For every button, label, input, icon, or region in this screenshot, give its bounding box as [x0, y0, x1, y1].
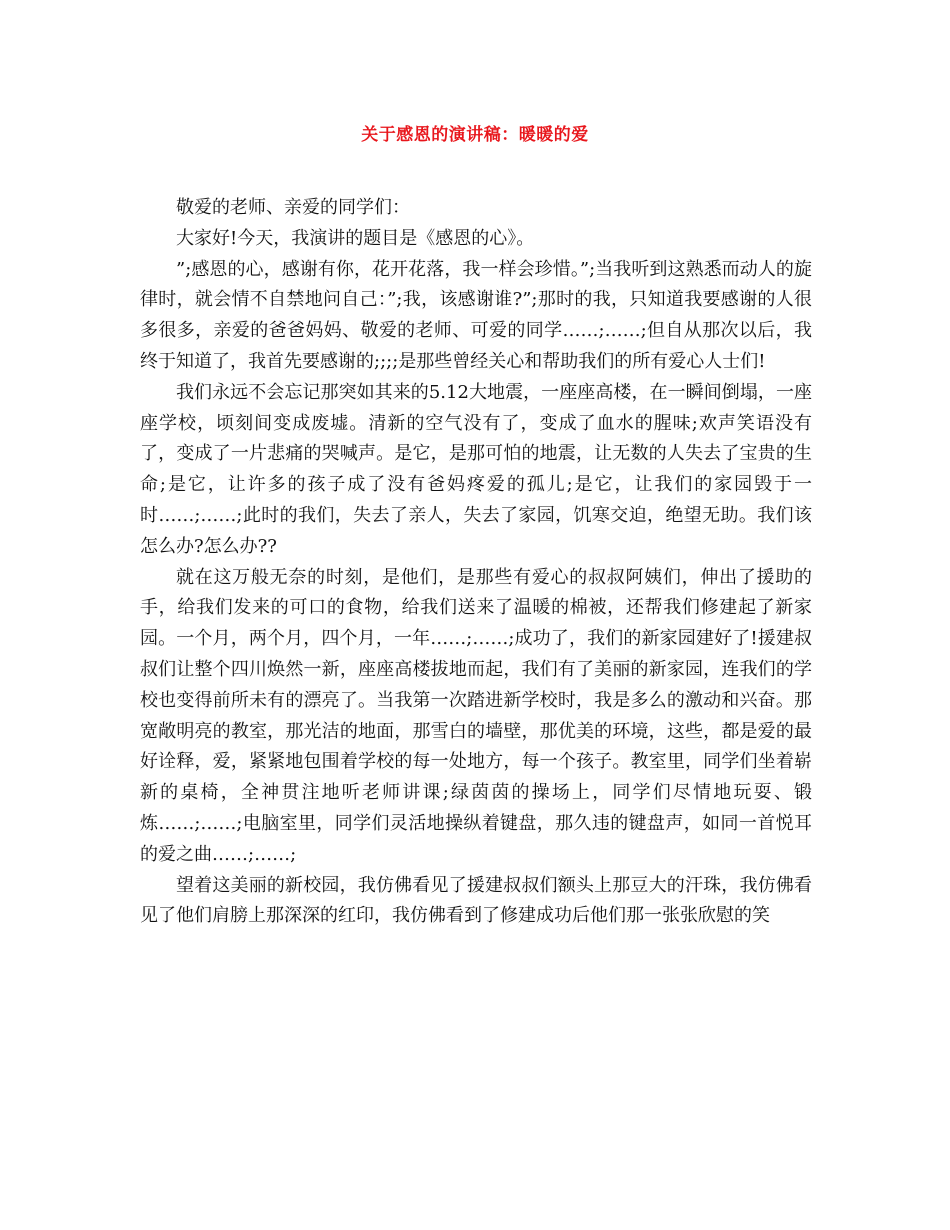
paragraph-gratitude: ”;感恩的心，感谢有你，花开花落，我一样会珍惜。”;当我听到这熟悉而动人的旋律时，就会情不自禁地问自己：”;我，该感谢谁?”;那时的我，只知道我要感谢的人很多很多，亲爱的爸爸妈妈、敬爱的老师、可爱的同学……;……;但自从那次以后，我终于知道了，我首先要感谢的;;;;是那些曾经关心和帮助我们的所有爱心人士们! [140, 258, 812, 372]
paragraph-rebuilding: 就在这万般无奈的时刻，是他们，是那些有爱心的叔叔阿姨们，伸出了援助的手，给我们发来的可口的食物，给我们送来了温暖的棉被，还帮我们修建起了新家园。一个月，两个月，四个月，一年……;……;成功了，我们的新家园建好了!援建叔叔们让整个四川焕然一新，座座高楼拔地而起，我们有了美丽的新家园，连我们的学校也变得前所未有的漂亮了。当我第一次踏进新学校时，我是多么的激动和兴奋。那宽敞明亮的教室，那光洁的地面，那雪白的墙壁，那优美的环境，这些，都是爱的最好诠释，爱，紧紧地包围着学校的每一处地方，每一个孩子。教室里，同学们坐着崭新的桌椅，全神贯注地听老师讲课;绿茵茵的操场上，同学们尽情地玩耍、锻炼……;……;电脑室里，同学们灵活地操纵着键盘，那久违的键盘声，如同一首悦耳的爱之曲……;……; [140, 566, 812, 865]
paragraph-earthquake: 我们永远不会忘记那突如其来的5.12大地震，一座座高楼，在一瞬间倒塌，一座座学校，顷刻间变成废墟。清新的空气没有了，变成了血水的腥味;欢声笑语没有了，变成了一片悲痛的哭喊声。是它，是那可怕的地震，让无数的人失去了宝贵的生命;是它，让许多的孩子成了没有爸妈疼爱的孤儿;是它，让我们的家园毁于一时……;……;此时的我们，失去了亲人，失去了家园，饥寒交迫，绝望无助。我们该怎么办?怎么办?? [140, 381, 812, 557]
document-body [140, 193, 812, 932]
paragraph-greeting: 敬爱的老师、亲爱的同学们： [176, 197, 410, 218]
document-title: 关于感恩的演讲稿：暖暖的爱 [361, 125, 589, 145]
paragraph-new-campus: 望着这美丽的新校园，我仿佛看见了援建叔叔们额头上那豆大的汗珠，我仿佛看见了他们肩膀上那深深的红印，我仿佛看到了修建成功后他们那一张张欣慰的笑 [140, 874, 812, 927]
paragraph-intro: 大家好!今天，我演讲的题目是《感恩的心》。 [176, 227, 535, 249]
